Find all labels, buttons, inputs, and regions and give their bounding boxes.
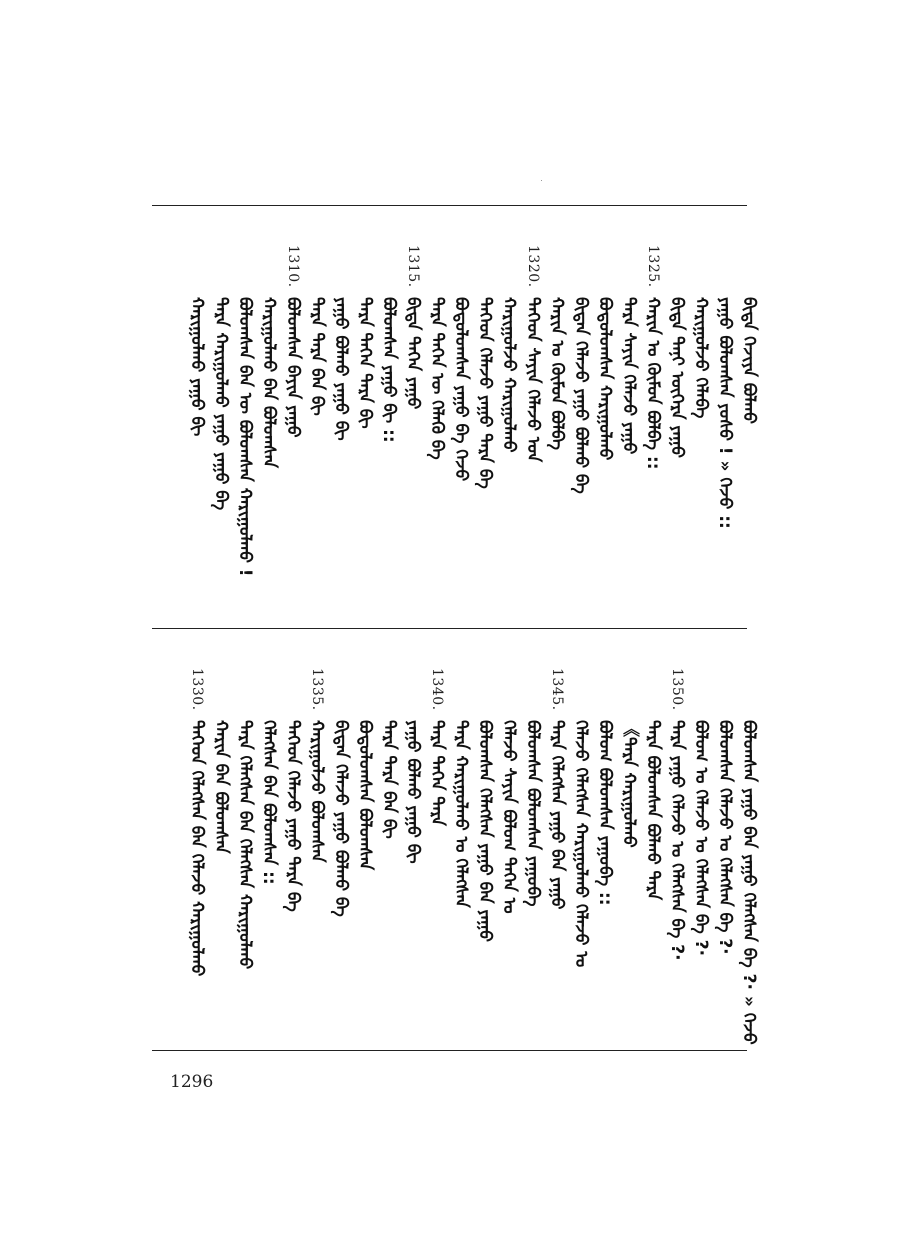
verse-line (211, 668, 231, 854)
verse-line (379, 668, 399, 839)
verse-line (379, 245, 399, 443)
verse-text: ᠪᠣᠳᠣᠯᠤᠭᠰᠠᠨ ᠶᠠᠭᠤ ᠪᠡ ᠭᠡᠵᠦ (451, 297, 471, 482)
top-rule (152, 205, 747, 206)
verse-text: ᠬᠠᠷᠢᠨ ᠤ ᠬᠦᠮᠦᠨ ᠪᠣᠯᠪᠠ :: (643, 297, 663, 470)
verse-line (619, 245, 639, 454)
verse-line (619, 668, 639, 848)
line-number: 1325. (645, 245, 661, 288)
verse-text: ᠪᠢᠳᠡ ᠲᠠᠨᠢ ᠦᠬᠡᠷᠡ ᠶᠠᠭᠤ (667, 297, 687, 458)
verse-line (739, 668, 759, 1045)
verse-line (667, 668, 687, 961)
verse-line (643, 668, 663, 900)
verse-line (571, 245, 591, 494)
verse-line (187, 668, 207, 976)
verse-line (499, 668, 519, 914)
verse-text: ᠲᠡᠭᠡᠳ ᠬᠡᠯᠡᠵᠦ ᠶᠠᠭᠤ ᠲᠡᠷᠡ ᠪᠡ (283, 720, 303, 912)
verse-text: ᠪᠣᠯᠤᠭᠰᠠᠨ ᠬᠡᠯᠡᠵᠦ ᠤ ᠬᠡᠯᠡᠭᠰᠡᠨ ᠪᠡ ?· (715, 720, 735, 955)
verse-text: ᠪᠣᠯᠤᠭᠰᠠᠨ ᠶᠠᠭᠤ ᠪᠠᠨ ᠶᠠᠭᠤ ᠬᠡᠯᠡᠭᠰᠡᠨ ᠪᠡ ?· » ᠭᠡᠵᠦ (739, 720, 759, 1045)
verse-text: ᠬᠡᠯᠡᠵᠦ ᠬᠡᠯᠡᠭᠰᠡᠨ ᠬᠠᠷᠢᠭᠤᠯᠬᠤ ᠬᠡᠯᠡᠵᠦ ᠤ (571, 720, 591, 968)
verse-text: ᠪᠣᠯᠤᠭᠰᠠᠨ ᠬᠡᠯᠡᠭᠰᠡᠨ ᠶᠠᠭᠤ ᠪᠠᠨ ᠶᠠᠭᠤ (475, 720, 495, 942)
line-number: 1315. (405, 245, 421, 288)
verse-line (475, 668, 495, 942)
verse-line (595, 668, 615, 906)
verse-text: ᠬᠡᠯᠡᠵᠦ ᠰᠠᠶᠢᠨ ᠪᠣᠯᠤᠭ ᠲᠡᠭᠡᠨ ᠤ (499, 720, 519, 914)
page-number: 1296 (170, 1072, 214, 1092)
verse-line (547, 668, 567, 909)
verse-text: ᠪᠣᠯᠤᠭᠰᠠᠨ ᠪᠣᠯᠤᠭᠰᠠᠨ ᠶᠠᠭᠤᠪᠡ (523, 720, 543, 907)
verse-line (283, 668, 303, 912)
line-number: 1310. (285, 245, 301, 288)
verse-line (715, 245, 735, 529)
verse-line (451, 245, 471, 481)
verse-text: ᠲᠡᠷᠡ ᠬᠡᠯᠡᠭᠰᠡᠨ ᠶᠠᠭᠤ ᠪᠠᠨ ᠶᠠᠭᠤ (547, 720, 567, 910)
verse-line (331, 245, 351, 441)
verse-text: ᠪᠣᠯᠤᠭᠰᠠᠨ ᠪᠠᠶᠢᠨ ᠶᠠᠭᠤ (283, 297, 303, 438)
verse-text: ᠲᠡᠷᠡ ᠲᠡᠭᠡᠨ ᠦ ᠬᠡᠯᠡᠬᠦ ᠪᠠ (427, 297, 447, 460)
verse-text: ᠬᠡᠯᠡᠭᠰᠡᠨ ᠪᠠᠨ ᠪᠣᠯᠤᠭᠰᠠᠨ :: (259, 720, 279, 885)
verse-line (715, 668, 735, 955)
verse-text: ᠪᠢᠳᠡᠨ ᠬᠡᠯᠡᠵᠦ ᠶᠠᠭᠤ ᠪᠣᠯᠬᠤ ᠪᠡ (331, 720, 351, 917)
verse-line (427, 668, 447, 826)
verse-text: ᠲᠡᠭᠡᠳ ᠬᠡᠯᠡᠭᠰᠡᠨ ᠪᠠᠨ ᠬᠡᠯᠡᠵᠦ ᠬᠠᠷᠢᠭᠤᠯᠬᠤ (187, 720, 207, 977)
line-number: 1335. (309, 668, 325, 711)
verse-text: ᠪᠣᠯᠤᠭ ᠤ ᠬᠡᠯᠡᠵᠦ ᠤ ᠬᠡᠯᠡᠭᠰᠡᠨ ᠪᠡ ?· (691, 720, 711, 957)
lower-text-block (159, 668, 759, 1045)
verse-text: ᠬᠠᠷᠢᠨ ᠤ ᠬᠦᠮᠦᠨ ᠪᠣᠯᠪᠠ (547, 297, 567, 451)
verse-text: ᠲᠡᠷᠡ ᠲᠡᠭᠡᠨ ᠲᠡᠷᠡ (427, 720, 447, 826)
verse-text: ᠪᠢᠳᠡ ᠲᠡᠭᠡᠨ ᠶᠠᠭᠤ (403, 297, 423, 410)
upper-text-block (159, 245, 759, 577)
verse-text: ᠬᠠᠷᠢᠭᠤᠯᠬᠤ ᠶᠠᠭᠤ ᠪᠢ (187, 297, 207, 437)
verse-line (259, 668, 279, 885)
verse-text: ᠪᠣᠳᠣᠯᠤᠭᠰᠠᠨ ᠪᠣᠯᠤᠭᠰᠠᠨ (355, 720, 375, 871)
verse-text: ᠪᠢᠳᠡ ᠬᠡᠵᠢᠶᠡ ᠪᠣᠯᠬᠤ (739, 297, 759, 424)
bottom-rule (152, 1050, 747, 1051)
verse-line (691, 245, 711, 418)
verse-text: ᠲᠡᠷᠡ ᠪᠣᠯᠤᠭᠰᠠᠨ ᠪᠣᠯᠬᠤ ᠲᠡᠷᠡ (643, 720, 663, 901)
verse-line (523, 245, 543, 462)
verse-text: ᠬᠠᠷᠢᠨ ᠪᠠᠨ ᠪᠣᠯᠤᠭᠰᠠᠨ (211, 720, 231, 854)
verse-text: ᠶᠠᠭᠤ ᠪᠣᠯᠤᠭᠰᠠᠨ ᠶᠣᠰᠣ ! » ᠭᠡᠵᠦ :: (715, 297, 735, 529)
verse-line (403, 245, 423, 409)
verse-line (355, 668, 375, 870)
verse-line (571, 668, 591, 967)
verse-line (187, 245, 207, 436)
verse-line (643, 245, 663, 470)
verse-line (547, 245, 567, 450)
verse-line (739, 245, 759, 424)
verse-text: ᠲᠡᠷᠡ ᠰᠠᠶᠢᠨ ᠬᠡᠯᠡᠵᠦ ᠶᠠᠭᠤ (619, 297, 639, 455)
verse-text: ᠪᠣᠳᠣᠯᠤᠭᠰᠠᠨ ᠬᠠᠷᠢᠭᠤᠯᠬᠤ (595, 297, 615, 461)
verse-line (307, 668, 327, 862)
verse-text: ᠬᠠᠷᠢᠭᠤᠯᠵᠤ ᠬᠠᠷᠢᠭᠤᠯᠬᠤ (499, 297, 519, 453)
verse-text: ᠪᠣᠯᠤᠭᠰᠠᠨ ᠶᠠᠭᠤ ᠪᠢ :: (379, 297, 399, 443)
verse-line (307, 245, 327, 416)
verse-text: ᠲᠡᠷᠡ ᠬᠠᠷᠢᠭᠤᠯᠬᠤ ᠤ ᠬᠡᠯᠡᠭᠰᠡᠨ (451, 720, 471, 908)
verse-text: ᠶᠠᠭᠤ ᠪᠣᠯᠬᠤ ᠶᠠᠭᠤ ᠪᠢ (331, 297, 351, 441)
verse-line (451, 668, 471, 908)
verse-line (595, 245, 615, 460)
verse-text: ᠲᠡᠷᠡ ᠶᠠᠭᠤ ᠬᠡᠯᠡᠵᠦ ᠤ ᠬᠡᠯᠡᠭᠰᠡᠨ ᠪᠡ ?· (667, 720, 687, 961)
verse-line (283, 245, 303, 438)
verse-line (331, 668, 351, 917)
verse-text: ᠪᠣᠯᠤᠭ ᠪᠣᠯᠤᠭᠰᠠᠨ ᠶᠠᠭᠤᠪᠡ :: (595, 720, 615, 906)
verse-text: ᠲᠡᠭᠡᠳ ᠰᠠᠶᠢᠨ ᠬᠡᠯᠡᠵᠦ ᠤᠨ (523, 297, 543, 463)
verse-text: ᠬᠠᠷᠢᠭᠤᠯᠵᠤ ᠪᠣᠯᠤᠭᠰᠠᠨ (307, 720, 327, 863)
verse-line (211, 245, 231, 510)
verse-line (691, 668, 711, 956)
line-number: 1330. (189, 668, 205, 711)
verse-line (499, 245, 519, 453)
verse-text: ᠲᠡᠷᠡ ᠲᠡᠭᠡᠨ ᠲᠡᠷᠡ ᠪᠢ (355, 297, 375, 429)
verse-text: ᠲᠡᠷᠡ ᠲᠡᠷᠡ ᠪᠠᠨ ᠪᠢ (307, 297, 327, 416)
verse-line (427, 245, 447, 460)
verse-line (355, 245, 375, 429)
verse-text: ᠪᠢᠳᠡᠨ ᠬᠡᠯᠡᠵᠦ ᠶᠠᠭᠤ ᠪᠣᠯᠬᠤ ᠪᠡ (571, 297, 591, 494)
verse-text: ᠶᠠᠭᠤ ᠪᠣᠯᠬᠤ ᠶᠠᠭᠤ ᠪᠢ (403, 720, 423, 864)
verse-line (475, 245, 495, 489)
verse-text: ᠲᠡᠷᠡ ᠬᠠᠷᠢᠭᠤᠯᠬᠤ ᠶᠠᠭᠤ ᠶᠠᠭᠤ ᠪᠡ (211, 297, 231, 511)
verse-text: ᠲᠡᠷᠡ ᠬᠡᠯᠡᠭᠰᠡᠨ ᠪᠠᠨ ᠬᠡᠯᠡᠭᠰᠡᠨ ᠬᠠᠷᠢᠭᠤᠯᠬᠤ (235, 720, 255, 970)
verse-text: 《ᠲᠡᠷᠡ ᠬᠠᠷᠢᠭᠤᠯᠬᠤ (619, 720, 639, 848)
verse-line (259, 245, 279, 468)
verse-text: ᠬᠠᠷᠢᠭᠤᠯᠬᠤ ᠪᠠᠨ ᠪᠣᠯᠤᠭᠰᠠᠨ (259, 297, 279, 468)
middle-rule (152, 628, 747, 629)
verse-line (235, 245, 255, 577)
verse-line (403, 668, 423, 864)
verse-line (235, 668, 255, 969)
verse-text: ᠲᠡᠭᠡᠳ ᠬᠡᠯᠡᠵᠦ ᠶᠠᠭᠤ ᠲᠡᠷᠡ ᠪᠡ (475, 297, 495, 489)
line-number: 1320. (525, 245, 541, 288)
line-number: 1350. (669, 668, 685, 711)
verse-text: ᠪᠣᠯᠤᠭᠰᠠᠨ ᠪᠠᠨ ᠦ ᠪᠣᠯᠤᠭᠰᠠᠨ ᠬᠠᠷᠢᠭᠤᠯᠬᠤ ! (235, 297, 255, 577)
verse-line (667, 245, 687, 458)
verse-line (523, 668, 543, 906)
line-number: 1345. (549, 668, 565, 711)
verse-text: ᠲᠡᠷᠡ ᠲᠡᠷᠡ ᠪᠠᠨ ᠪᠢ (379, 720, 399, 839)
verse-text: ᠬᠠᠷᠢᠭᠤᠯᠵᠤ ᠬᠡᠯᠡᠪᠡ (691, 297, 711, 419)
line-number: 1340. (429, 668, 445, 711)
print-speck (541, 180, 542, 181)
